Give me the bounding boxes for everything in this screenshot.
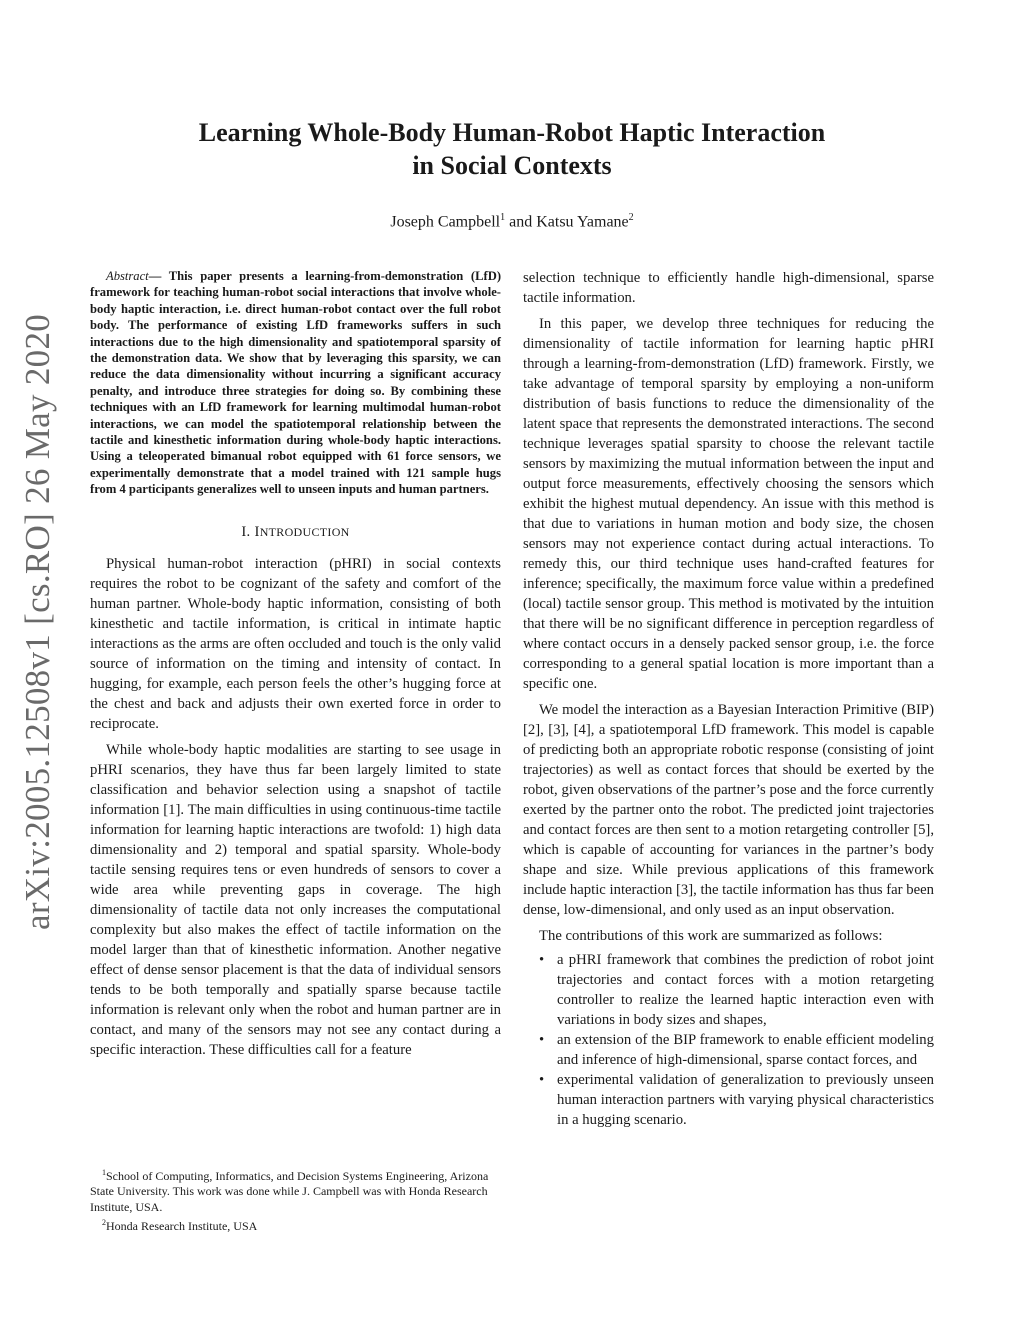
- footnote-1: [90, 1165, 501, 1215]
- abstract-label: Abstract: [106, 269, 149, 283]
- footnote-2-mark: 2: [102, 1218, 106, 1228]
- author-joiner: and: [509, 213, 533, 231]
- paper-title: [0, 116, 1024, 182]
- footnotes: [90, 1165, 501, 1235]
- section-number: I.: [241, 523, 251, 540]
- left-column: [90, 268, 501, 1060]
- title-line-2: in Social Contexts: [412, 151, 612, 180]
- author-line: [0, 212, 1024, 231]
- title-line-1: Learning Whole-Body Human-Robot Haptic Interaction: [198, 118, 826, 147]
- list-item: [539, 1070, 934, 1130]
- contributions-list: [523, 950, 934, 1130]
- contributions-intro: The contributions of this work are summarized as follows:: [539, 928, 883, 944]
- intro-paragraph-3: In this paper, we develop three techniques for reducing the dimensionality of tactile information for learning haptic pHRI through a learning-from-demonstration (LfD) framework. Firstly, we take advantage of temporal sparsity by employing a non-uniform distribution of basis functions to reduce the dimensionality of the latent space that represents the demonstrated interactions. The second technique leverages spatial sparsity to choose the relevant tactile sensors by maximizing the mutual information between the input and output force measurements, effectively choosing the sensors which exhibit the highest mutual dependency. An issue with this method is that due to variations in human motion and body size, the chosen sensors may not experience contact during actual interactions. To remedy this, our third technique uses hand-crafted features for inference; specifically, the maximum force value within a predefined (local) tactile sensor group. This method is motivated by the intuition that there will be no significant difference in perception regardless of where contact occurs in a densely packed sensor group, i.e. the force corresponding to a general spatial location is more important than a specific one.: [523, 316, 934, 692]
- intro-paragraph-2: While whole-body haptic modalities are starting to see usage in pHRI scenarios, they have thus far been largely limited to state classification and behavior selection using a snapshot of tactile information [1]. The main difficulties in using continuous-time tactile information for learning haptic interactions are twofold: 1) high data dimensionality and 2) temporal and spatial sparsity. Whole-body tactile sensing requires tens or even hundreds of sensors to cover a wide area while preventing gaps in coverage. The high dimensionality of tactile data not only increases the computational complexity but also makes the effect of tactile information on the model larger than that of kinesthetic information. Another negative effect of dense sensor placement is that the data of individual sensors tends to be both temporally and spatially sparse because tactile information is relevant only when the robot and human partner are in contact, and many of the sensors may not see any contact during a specific interaction. These difficulties call for a feature: [90, 741, 501, 1058]
- section-heading-introduction: [90, 522, 501, 542]
- abstract: [90, 268, 501, 498]
- footnote-1-mark: 1: [102, 1168, 106, 1177]
- footnote-1-text: School of Computing, Informatics, and Decision Systems Engineering, Arizona State University. This work was done while J. Campbell was with Honda Research Institute, USA.: [90, 1169, 489, 1214]
- abstract-text: This paper presents a learning-from-demonstration (LfD) framework for teaching human-robot social interactions that involve whole-body haptic interaction, i.e. direct human-robot contact over the full robot body. The performance of existing LfD frameworks suffers in such interactions due to the high dimensionality and spatiotemporal sparsity of the demonstration data. We show that by leveraging this sparsity, we can reduce the data dimensionality without incurring a significant accuracy penalty, and introduce three strategies for doing so. By combining these techniques with an LfD framework for learning multimodal human-robot interactions, we can model the spatiotemporal relationship between the tactile and kinesthetic information during whole-body haptic interactions. Using a teleoperated bimanual robot equipped with 61 force sensors, we experimentally demonstrate that a model trained with 121 sample hugs from 4 participants generalizes well to unseen inputs and human partners.: [90, 269, 502, 497]
- list-item: [539, 1030, 934, 1070]
- contribution-3: experimental validation of generalization to previously unseen human interaction partners with varying physical characteristics in a hugging scenario.: [557, 1072, 934, 1128]
- contribution-1: a pHRI framework that combines the prediction of robot joint trajectories and contact forces with a motion retargeting controller to realize the learned haptic interaction even with variations in body sizes and shapes,: [557, 952, 934, 1028]
- author-2: Katsu Yamane: [536, 213, 629, 231]
- section-title-initial: I: [254, 523, 260, 540]
- bullet-icon: •: [539, 952, 545, 968]
- list-item: [539, 950, 934, 1030]
- author-1-affil: 1: [500, 212, 506, 223]
- author-1: Joseph Campbell: [390, 213, 501, 231]
- intro-paragraph-1: Physical human-robot interaction (pHRI) in social contexts requires the robot to be cognizant of the safety and comfort of the human partner. Whole-body haptic information, consisting of both kinesthetic and tactile information, is critical in intimate haptic interactions as the arms are often occluded and touch is the only valid source of information on the timing and intensity of contact. In hugging, for example, each person feels the other’s hugging force at the chest and back and adjusts their own exerted force in order to reciprocate.: [90, 555, 501, 732]
- footnote-2-text: Honda Research Institute, USA: [106, 1219, 258, 1234]
- section-title-rest: NTRODUCTION: [259, 524, 350, 539]
- intro-paragraph-4: We model the interaction as a Bayesian Interaction Primitive (BIP) [2], [3], [4], a spatiotemporal LfD framework. This model is capable of predicting both an appropriate robotic response (consisting of joint trajectories) as well as contact forces that should be exerted by the robot, given observations of the partner’s pose and the force currently exerted by the partner onto the robot. The predicted joint trajectories and contact forces are then sent to a motion retargeting controller [5], which is capable of accounting for variances in the partner’s body shape and size. While previous applications of this framework include haptic interaction [3], the tactile information has thus far been dense, low-dimensional, and only used as an input observation.: [523, 702, 934, 918]
- arxiv-identifier: arXiv:2005.12508v1 [cs.RO] 26 May 2020: [18, 313, 57, 930]
- contribution-2: an extension of the BIP framework to enable efficient modeling and inference of high-dimensional, sparse contact forces, and: [557, 1032, 934, 1068]
- continued-paragraph: selection technique to efficiently handle high-dimensional, sparse tactile information.: [523, 270, 934, 306]
- bullet-icon: •: [539, 1032, 545, 1048]
- right-column: [523, 268, 934, 1130]
- footnote-2: [90, 1215, 501, 1234]
- author-2-affil: 2: [628, 212, 634, 223]
- bullet-icon: •: [539, 1072, 545, 1088]
- abstract-dash: —: [148, 269, 162, 283]
